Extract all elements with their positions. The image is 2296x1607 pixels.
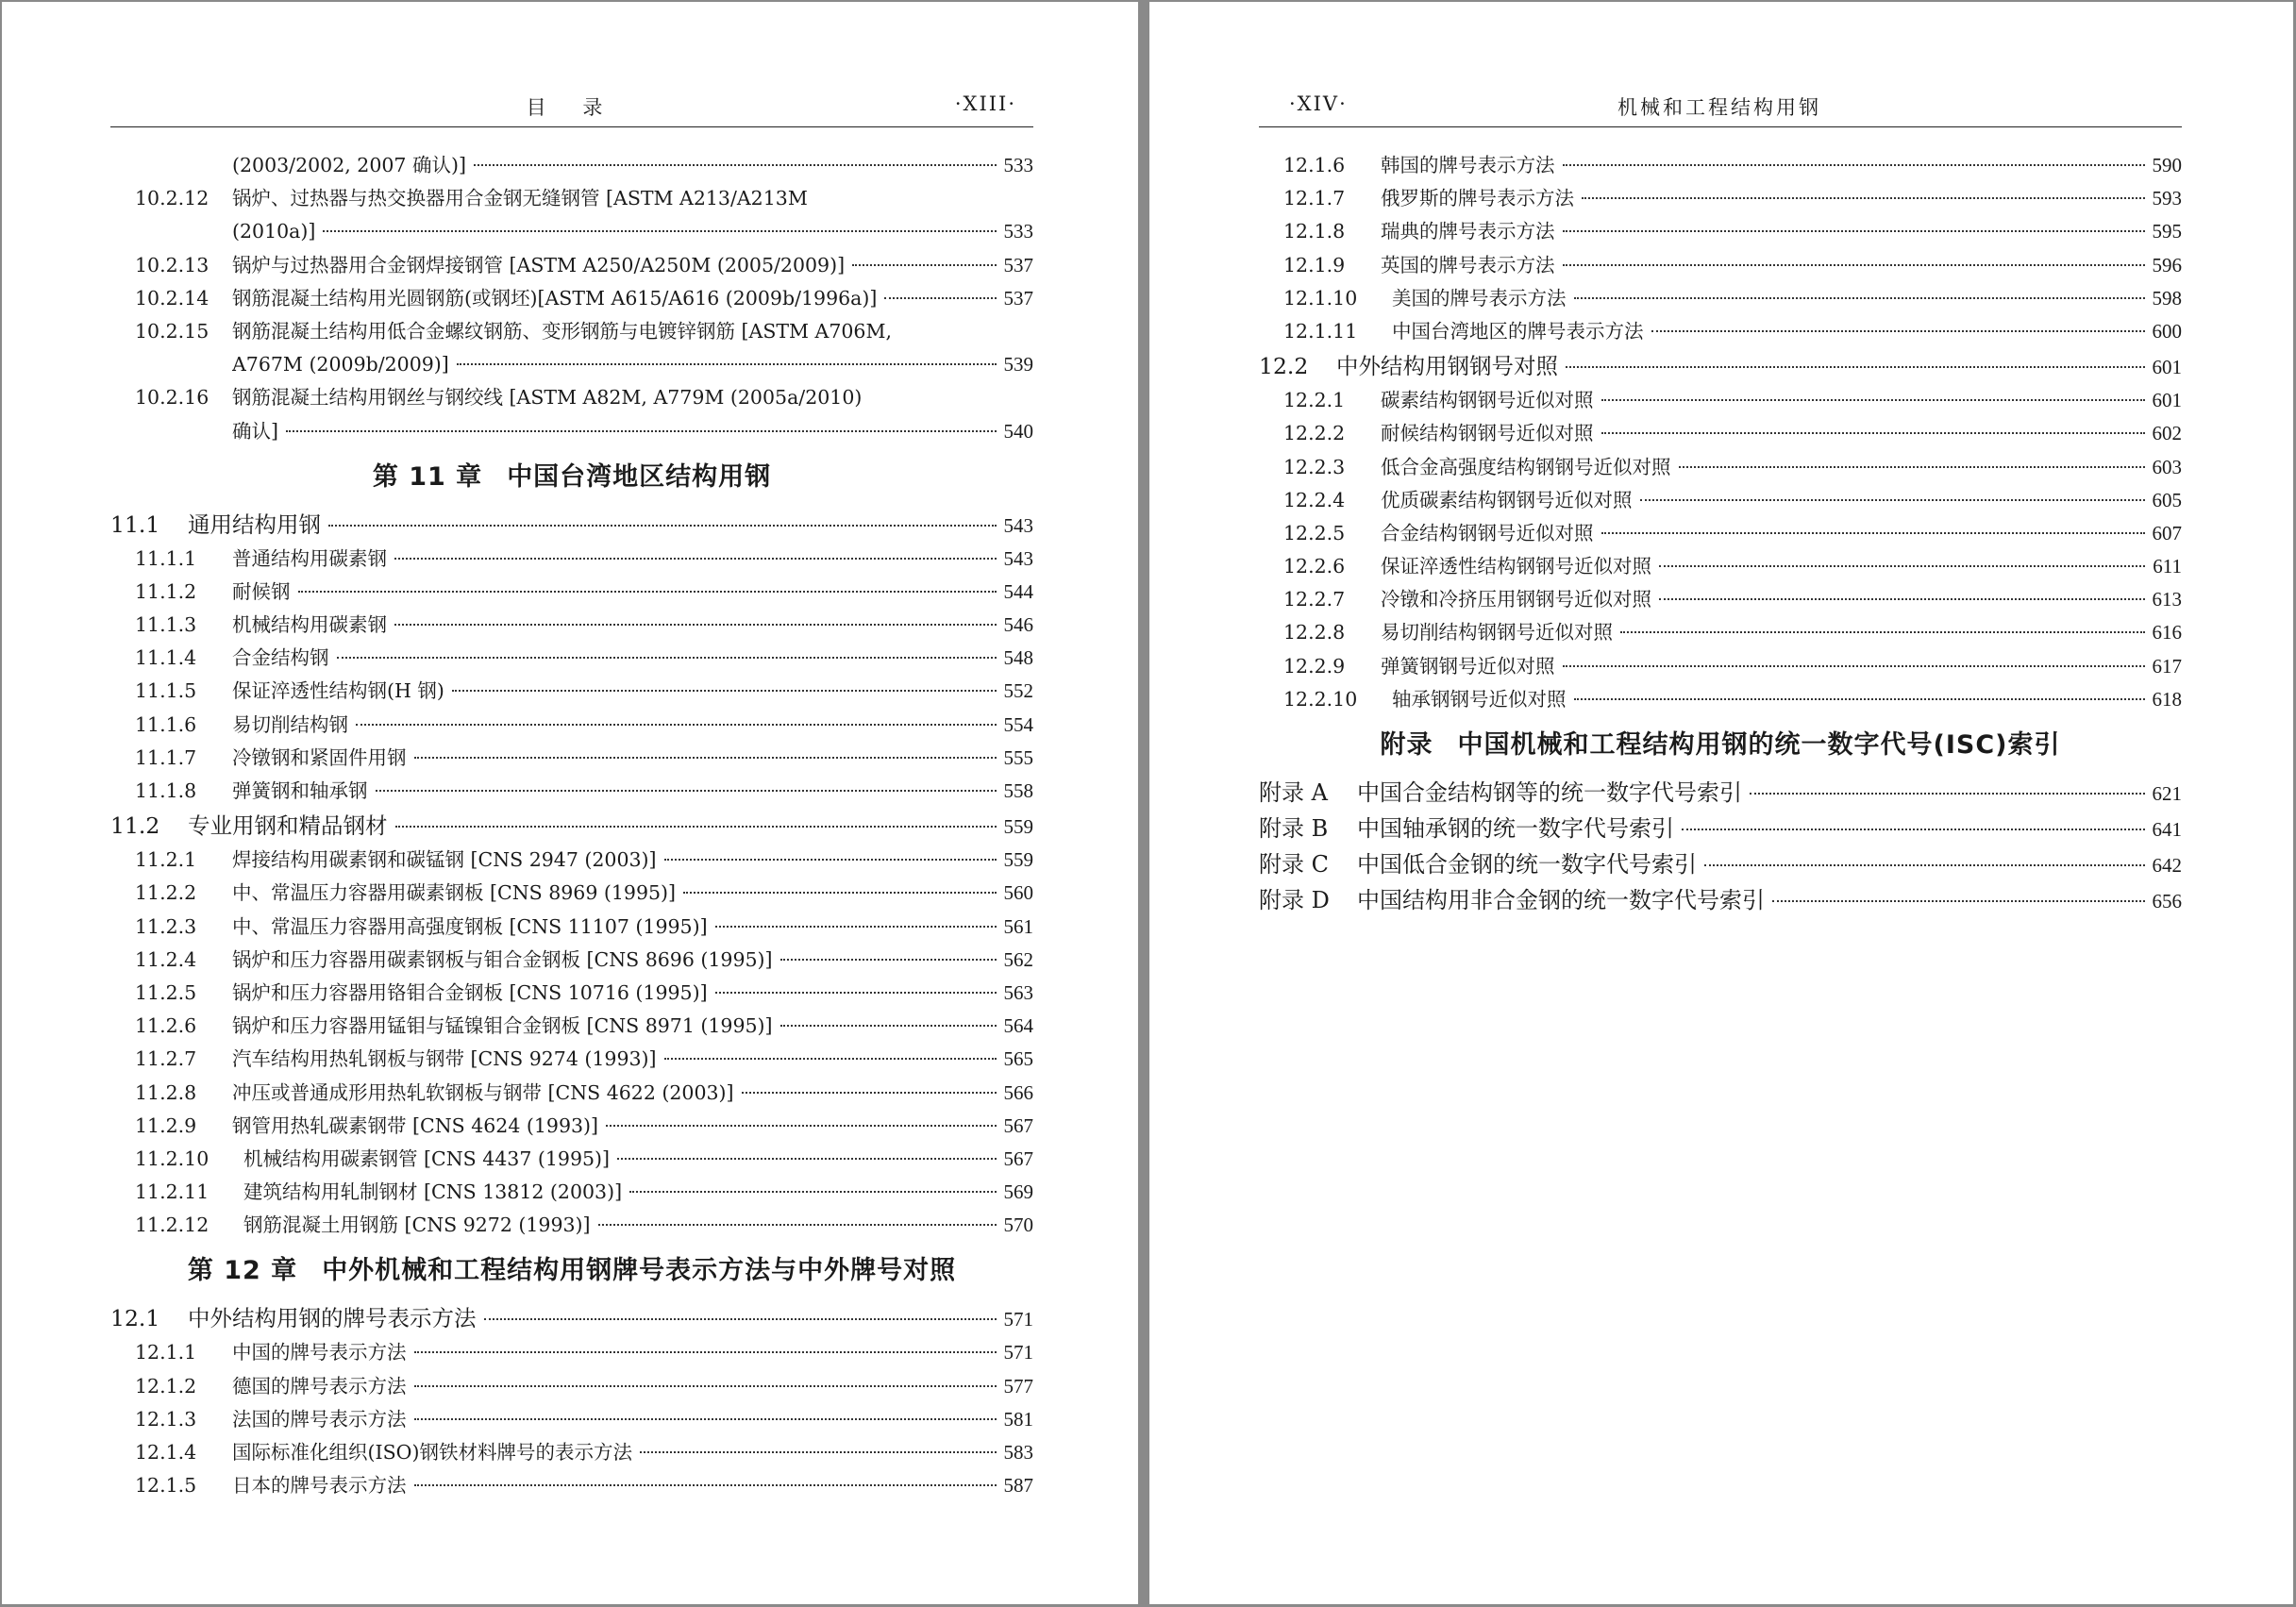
- toc-entry-title: 合金结构钢钢号近似对照: [1381, 521, 1594, 544]
- toc-entry-number: 12.2.1: [1283, 389, 1346, 412]
- toc-entry-title: 汽车结构用热轧钢板与钢带 [CNS 9274 (1993)]: [232, 1047, 657, 1071]
- toc-entry[interactable]: [1259, 315, 2182, 348]
- dot-leader: [414, 1418, 997, 1420]
- toc-entry-page: 533: [1003, 220, 1033, 243]
- toc-entry-number: 11.1.4: [135, 646, 197, 670]
- toc-entry-title: 冷镦和冷挤压用钢钢号近似对照: [1381, 588, 1651, 611]
- toc-entry[interactable]: [110, 348, 1033, 381]
- dot-leader: [286, 430, 997, 432]
- toc-entry-page: 607: [2152, 521, 2182, 544]
- toc-entry-title: 保证淬透性结构钢(H 钢): [232, 679, 444, 703]
- toc-entry-page: 601: [2152, 389, 2182, 412]
- toc-entry-title: 机械结构用碳素钢管 [CNS 4437 (1995)]: [243, 1147, 611, 1170]
- toc-entry-title: 焊接结构用碳素钢和碳锰钢 [CNS 2947 (2003)]: [232, 848, 657, 872]
- toc-entry-number: 附录 B: [1259, 815, 1329, 842]
- toc-entry-number: 12.2: [1259, 353, 1309, 380]
- toc-entry[interactable]: [110, 642, 1033, 675]
- toc-entry-number: 11.1: [110, 511, 160, 538]
- toc-entry-number: 11.2.4: [135, 947, 197, 971]
- toc-entry[interactable]: [110, 944, 1033, 977]
- toc-entry-title: 合金结构钢: [232, 646, 329, 670]
- toc-entry[interactable]: [110, 1110, 1033, 1143]
- toc-entry-title: 锅炉和压力容器用铬钼合金钢板 [CNS 10716 (1995)]: [232, 980, 708, 1004]
- dot-leader: [1682, 829, 2145, 830]
- chapter-title: 中国机械和工程结构用钢的统一数字代号(ISC)索引: [1457, 730, 2061, 760]
- dot-leader: [337, 657, 997, 659]
- toc-entry-number: 12.2.6: [1283, 555, 1346, 578]
- toc-entry-page: 642: [2152, 854, 2182, 877]
- toc-entry-number: 11.2.5: [135, 980, 197, 1004]
- toc-entry[interactable]: [110, 609, 1033, 642]
- toc-entry-title: 中国轴承钢的统一数字代号索引: [1357, 815, 1674, 842]
- toc-entry-page: 552: [1003, 679, 1033, 703]
- toc-entry-title: 耐候结构钢钢号近似对照: [1381, 422, 1594, 445]
- toc-entry-page: 548: [1003, 646, 1033, 670]
- dot-leader: [1679, 466, 2145, 468]
- toc-entry-number: 12.2.2: [1283, 422, 1346, 445]
- toc-entry[interactable]: [1259, 249, 2182, 282]
- dot-leader: [1620, 631, 2145, 633]
- toc-entry-page: 581: [1003, 1407, 1033, 1431]
- toc-entry-page: 570: [1003, 1214, 1033, 1237]
- toc-entry-page: 537: [1003, 286, 1033, 310]
- dot-leader: [356, 724, 997, 726]
- left-page-number: ·XIII·: [954, 92, 1016, 115]
- toc-entry-title: 冲压或普通成形用热轧软钢板与钢带 [CNS 4622 (2003)]: [232, 1080, 734, 1104]
- toc-entry-page: 539: [1003, 353, 1033, 377]
- toc-entry-title: 锅炉与过热器用合金钢焊接钢管 [ASTM A250/A250M (2005/2009)]: [232, 253, 846, 276]
- left-toc: [110, 149, 1033, 1502]
- toc-entry-number: 12.1.3: [135, 1407, 197, 1431]
- toc-entry-title: 钢筋混凝土结构用光圆钢筋(或钢坯)[ASTM A615/A616 (2009b/1996a)]: [232, 286, 878, 310]
- chapter-heading: [110, 448, 1033, 507]
- toc-entry-title: 普通结构用碳素钢: [232, 546, 387, 570]
- toc-entry[interactable]: [1259, 811, 2182, 846]
- left-header-title: 目 录: [526, 96, 618, 119]
- toc-entry-number: 12.1.8: [1283, 220, 1346, 243]
- toc-entry-title: 弹簧钢和轴承钢: [232, 779, 368, 802]
- toc-entry-title: A767M (2009b/2009)]: [232, 353, 449, 377]
- toc-entry[interactable]: [1259, 282, 2182, 315]
- toc-entry[interactable]: [110, 282, 1033, 315]
- toc-entry[interactable]: [1259, 451, 2182, 484]
- toc-entry-page: 616: [2152, 621, 2182, 644]
- toc-entry-title: 确认]: [232, 419, 278, 443]
- toc-entry-title: 中外结构用钢的牌号表示方法: [188, 1305, 477, 1332]
- toc-entry-page: 577: [1003, 1374, 1033, 1398]
- dot-leader: [715, 992, 997, 994]
- toc-entry-page: 621: [2152, 782, 2182, 805]
- toc-entry-page: 543: [1003, 546, 1033, 570]
- dot-leader: [683, 892, 996, 894]
- toc-entry[interactable]: [1259, 384, 2182, 417]
- dot-leader: [323, 230, 996, 232]
- dot-leader: [1601, 432, 2145, 434]
- toc-entry-number: 12.1.4: [135, 1441, 197, 1464]
- toc-entry-number: 12.2.8: [1283, 621, 1346, 644]
- dot-leader: [852, 264, 996, 266]
- toc-entry-number: 附录 A: [1259, 779, 1328, 806]
- toc-entry-number: 12.2.10: [1283, 687, 1358, 711]
- dot-leader: [414, 1351, 997, 1353]
- toc-entry[interactable]: [1259, 215, 2182, 248]
- toc-entry[interactable]: [110, 709, 1033, 742]
- dot-leader: [606, 1125, 996, 1127]
- toc-entry[interactable]: [110, 877, 1033, 910]
- dot-leader: [1659, 598, 2145, 600]
- toc-entry-page: 596: [2152, 253, 2182, 276]
- chapter-number: 附录: [1380, 730, 1433, 760]
- toc-entry-number: 12.1.7: [1283, 187, 1346, 210]
- toc-entry-page: 554: [1003, 712, 1033, 736]
- toc-entry-number: 12.1.11: [1283, 319, 1358, 343]
- dot-leader: [780, 1025, 997, 1027]
- toc-entry-page: 590: [2152, 154, 2182, 176]
- dot-leader: [1563, 665, 2145, 667]
- toc-entry[interactable]: [1259, 583, 2182, 616]
- toc-entry-title: 专业用钢和精品钢材: [188, 812, 388, 840]
- toc-entry[interactable]: [1259, 650, 2182, 683]
- right-page-number: ·XIV·: [1289, 92, 1348, 115]
- toc-entry-title: 锅炉和压力容器用锰钼与锰镍钼合金钢板 [CNS 8971 (1995)]: [232, 1014, 773, 1038]
- toc-entry-page: 617: [2152, 654, 2182, 678]
- toc-entry-number: 12.2.9: [1283, 654, 1346, 678]
- dot-leader: [394, 558, 997, 560]
- toc-entry-page: 561: [1003, 914, 1033, 938]
- toc-entry[interactable]: [1259, 149, 2182, 182]
- toc-entry[interactable]: [1259, 775, 2182, 811]
- toc-entry[interactable]: [110, 1077, 1033, 1110]
- toc-entry-number: 11.1.8: [135, 779, 197, 802]
- toc-entry-page: 559: [1003, 815, 1033, 839]
- toc-entry-number: 12.2.7: [1283, 588, 1346, 611]
- dot-leader: [1582, 197, 2145, 199]
- toc-entry[interactable]: [1259, 348, 2182, 384]
- toc-entry-page: 544: [1003, 579, 1033, 603]
- dot-leader: [1574, 297, 2145, 299]
- toc-entry-number: 12.1.2: [135, 1374, 197, 1398]
- toc-entry[interactable]: [110, 1209, 1033, 1242]
- dot-leader: [414, 1385, 997, 1387]
- toc-entry[interactable]: [110, 543, 1033, 576]
- toc-entry-page: 613: [2152, 588, 2182, 611]
- toc-entry-number: 11.2.9: [135, 1113, 197, 1137]
- toc-entry[interactable]: [110, 1300, 1033, 1336]
- toc-entry[interactable]: [110, 911, 1033, 944]
- dot-leader: [1772, 900, 2145, 902]
- toc-entry-page: 543: [1003, 513, 1033, 537]
- toc-entry[interactable]: [1259, 182, 2182, 215]
- toc-entry[interactable]: [110, 1403, 1033, 1436]
- toc-entry[interactable]: [110, 1010, 1033, 1043]
- toc-entry-title: 碳素结构钢钢号近似对照: [1381, 389, 1594, 412]
- toc-entry-title: 中国结构用非合金钢的统一数字代号索引: [1357, 887, 1765, 913]
- toc-entry-title: 钢筋混凝土结构用低合金螺纹钢筋、变形钢筋与电镀锌钢筋 [ASTM A706M,: [232, 319, 892, 343]
- toc-entry-title: 锅炉和压力容器用碳素钢板与钼合金钢板 [CNS 8696 (1995)]: [232, 947, 773, 971]
- toc-entry-number: 11.2.1: [135, 848, 197, 872]
- toc-entry[interactable]: [110, 215, 1033, 248]
- toc-entry[interactable]: [110, 415, 1033, 448]
- dot-leader: [664, 1058, 997, 1060]
- toc-entry[interactable]: [110, 775, 1033, 808]
- right-toc: [1259, 149, 2182, 918]
- toc-entry-page: 601: [2152, 356, 2182, 379]
- toc-entry-title: 德国的牌号表示方法: [232, 1374, 407, 1398]
- toc-entry-number: 12.1.10: [1283, 286, 1358, 310]
- toc-entry[interactable]: [110, 1143, 1033, 1176]
- toc-entry-title: 韩国的牌号表示方法: [1381, 154, 1555, 176]
- left-page: [2, 2, 1138, 1604]
- toc-entry-title: 冷镦钢和紧固件用钢: [232, 745, 407, 769]
- toc-entry[interactable]: [110, 1370, 1033, 1403]
- toc-entry-page: 595: [2152, 220, 2182, 243]
- toc-entry[interactable]: [110, 1176, 1033, 1209]
- dot-leader: [598, 1224, 997, 1226]
- dot-leader: [664, 859, 997, 861]
- toc-entry-title: 美国的牌号表示方法: [1392, 286, 1567, 310]
- dot-leader: [1640, 499, 2145, 501]
- toc-entry-number: 11.2.12: [135, 1214, 209, 1237]
- toc-entry[interactable]: [110, 249, 1033, 282]
- toc-entry[interactable]: [110, 977, 1033, 1010]
- toc-entry[interactable]: [110, 315, 1033, 348]
- dot-leader: [394, 624, 997, 626]
- toc-entry[interactable]: [1259, 517, 2182, 550]
- toc-entry-number: 附录 D: [1259, 887, 1330, 913]
- toc-entry-page: 562: [1003, 947, 1033, 971]
- toc-entry-title: 英国的牌号表示方法: [1381, 253, 1555, 276]
- dot-leader: [884, 297, 996, 299]
- right-page-header: [1259, 89, 2182, 127]
- right-header-title: 机械和工程结构用钢: [1617, 96, 1821, 119]
- toc-entry-number: 10.2.12: [135, 187, 209, 210]
- toc-entry[interactable]: [1259, 417, 2182, 450]
- chapter-number: 第 12 章: [187, 1256, 298, 1286]
- toc-entry-page: 566: [1003, 1080, 1033, 1104]
- toc-entry-number: 11.2.8: [135, 1080, 197, 1104]
- toc-entry[interactable]: [110, 182, 1033, 215]
- toc-entry-title: 易切削结构钢: [232, 712, 348, 736]
- dot-leader: [414, 757, 997, 759]
- chapter-number: 第 11 章: [372, 461, 483, 492]
- toc-entry-title: 易切削结构钢钢号近似对照: [1381, 621, 1613, 644]
- toc-entry-number: 12.1.5: [135, 1474, 197, 1498]
- toc-entry-title: 建筑结构用轧制钢材 [CNS 13812 (2003)]: [243, 1180, 623, 1204]
- toc-entry-title: (2010a)]: [232, 220, 316, 243]
- left-page-header: [110, 89, 1033, 127]
- toc-entry-title: 中、常温压力容器用高强度钢板 [CNS 11107 (1995)]: [232, 914, 708, 938]
- dot-leader: [328, 525, 997, 527]
- toc-entry-page: 587: [1003, 1474, 1033, 1498]
- toc-entry[interactable]: [1259, 616, 2182, 649]
- toc-entry-number: 11.2.11: [135, 1180, 209, 1204]
- toc-entry-title: 耐候钢: [232, 579, 291, 603]
- dot-leader: [298, 591, 997, 593]
- toc-entry-title: 日本的牌号表示方法: [232, 1474, 407, 1498]
- toc-entry[interactable]: [1259, 683, 2182, 716]
- chapter-heading: [1259, 716, 2182, 775]
- toc-entry-page: 533: [1003, 154, 1033, 176]
- toc-entry-number: 11.2.10: [135, 1147, 209, 1170]
- dot-leader: [1659, 565, 2145, 567]
- dot-leader: [1574, 698, 2145, 700]
- toc-entry-page: 564: [1003, 1014, 1033, 1038]
- toc-entry-title: 中外结构用钢钢号对照: [1336, 353, 1558, 380]
- toc-entry-title: 钢筋混凝土结构用钢丝与钢绞线 [ASTM A82M, A779M (2005a/2010): [232, 386, 863, 410]
- toc-entry-number: 11.2.7: [135, 1047, 197, 1071]
- toc-entry-page: 555: [1003, 745, 1033, 769]
- toc-entry-number: 10.2.14: [135, 286, 209, 310]
- dot-leader: [780, 959, 997, 961]
- toc-entry-title: 机械结构用碳素钢: [232, 613, 387, 637]
- toc-entry-title: 保证淬透性结构钢钢号近似对照: [1381, 555, 1651, 578]
- toc-entry-page: 618: [2152, 687, 2182, 711]
- dot-leader: [617, 1158, 996, 1160]
- dot-leader: [1601, 532, 2145, 534]
- dot-leader: [474, 164, 997, 166]
- toc-entry[interactable]: [110, 675, 1033, 708]
- toc-entry-page: 546: [1003, 613, 1033, 637]
- toc-entry-number: 10.2.15: [135, 319, 209, 343]
- toc-entry-title: 中国低合金钢的统一数字代号索引: [1357, 851, 1697, 878]
- toc-entry[interactable]: [110, 808, 1033, 844]
- toc-entry-title: 弹簧钢钢号近似对照: [1381, 654, 1555, 678]
- toc-entry-page: 563: [1003, 980, 1033, 1004]
- toc-entry-title: 瑞典的牌号表示方法: [1381, 220, 1555, 243]
- toc-entry[interactable]: [110, 742, 1033, 775]
- toc-entry-page: 567: [1003, 1147, 1033, 1170]
- toc-entry-number: 12.2.5: [1283, 521, 1346, 544]
- toc-entry[interactable]: [110, 1469, 1033, 1502]
- dot-leader: [742, 1092, 997, 1094]
- toc-entry-page: 611: [2153, 555, 2182, 578]
- dot-leader: [1750, 793, 2145, 795]
- toc-entry-title: 低合金高强度结构钢钢号近似对照: [1381, 455, 1671, 478]
- toc-entry-page: 600: [2152, 319, 2182, 343]
- toc-entry-title: 中国台湾地区的牌号表示方法: [1392, 319, 1644, 343]
- toc-entry-number: 12.1: [110, 1305, 160, 1332]
- toc-entry-number: 11.1.2: [135, 579, 197, 603]
- toc-entry[interactable]: [110, 576, 1033, 609]
- toc-entry[interactable]: [110, 381, 1033, 414]
- toc-entry-title: 锅炉、过热器与热交换器用合金钢无缝钢管 [ASTM A213/A213M: [232, 187, 808, 210]
- toc-entry-number: 11.1.5: [135, 679, 197, 703]
- toc-entry-number: 11.2.2: [135, 881, 197, 905]
- chapter-title: 中国台湾地区结构用钢: [507, 461, 772, 492]
- toc-entry-page: 602: [2152, 422, 2182, 445]
- dot-leader: [1601, 399, 2145, 401]
- toc-entry-page: 583: [1003, 1441, 1033, 1464]
- toc-entry-page: 571: [1003, 1308, 1033, 1331]
- dot-leader: [640, 1451, 997, 1453]
- toc-entry-title: 国际标准化组织(ISO)钢铁材料牌号的表示方法: [232, 1441, 632, 1464]
- dot-leader: [1704, 864, 2145, 866]
- toc-entry-title: 中国合金结构钢等的统一数字代号索引: [1357, 779, 1742, 806]
- toc-entry-title: 俄罗斯的牌号表示方法: [1381, 187, 1574, 210]
- toc-entry-page: 605: [2152, 488, 2182, 511]
- toc-entry-number: 11.2.3: [135, 914, 197, 938]
- dot-leader: [1563, 230, 2145, 232]
- dot-leader: [1651, 330, 2145, 332]
- toc-entry-page: 559: [1003, 848, 1033, 872]
- dot-leader: [452, 690, 997, 692]
- toc-entry-number: 12.1.9: [1283, 253, 1346, 276]
- dot-leader: [414, 1484, 997, 1486]
- toc-entry-page: 656: [2152, 890, 2182, 912]
- toc-entry-number: 11.1.7: [135, 745, 197, 769]
- dot-leader: [1563, 164, 2145, 166]
- toc-entry-title: 中国的牌号表示方法: [232, 1341, 407, 1364]
- toc-entry-number: 11.1.6: [135, 712, 197, 736]
- toc-entry-title: 优质碳素结构钢钢号近似对照: [1381, 488, 1633, 511]
- toc-entry[interactable]: [110, 844, 1033, 877]
- toc-entry[interactable]: [110, 1436, 1033, 1469]
- toc-entry-title: 法国的牌号表示方法: [232, 1407, 407, 1431]
- toc-entry-number: 11.1.3: [135, 613, 197, 637]
- dot-leader: [629, 1191, 996, 1193]
- toc-entry-page: 603: [2152, 455, 2182, 478]
- toc-entry-number: 11.2: [110, 812, 160, 840]
- dot-leader: [715, 926, 997, 928]
- toc-entry-number: 10.2.13: [135, 253, 209, 276]
- toc-entry[interactable]: [1259, 882, 2182, 918]
- toc-entry-title: 钢筋混凝土用钢筋 [CNS 9272 (1993)]: [243, 1214, 591, 1237]
- toc-entry-number: 12.1.1: [135, 1341, 197, 1364]
- dot-leader: [376, 790, 997, 792]
- right-page: [1149, 2, 2293, 1604]
- toc-entry[interactable]: [110, 149, 1033, 182]
- toc-entry-page: 540: [1003, 419, 1033, 443]
- toc-entry-title: 轴承钢钢号近似对照: [1392, 687, 1567, 711]
- toc-entry-number: 10.2.16: [135, 386, 209, 410]
- toc-entry-page: 571: [1003, 1341, 1033, 1364]
- toc-entry-number: 11.2.6: [135, 1014, 197, 1038]
- toc-entry[interactable]: [1259, 846, 2182, 882]
- toc-entry-title: (2003/2002, 2007 确认)]: [232, 154, 466, 176]
- dot-leader: [1563, 264, 2145, 266]
- toc-entry-page: 537: [1003, 253, 1033, 276]
- toc-entry[interactable]: [110, 507, 1033, 543]
- toc-entry-page: 565: [1003, 1047, 1033, 1071]
- dot-leader: [457, 363, 997, 365]
- toc-entry-number: 12.2.3: [1283, 455, 1346, 478]
- toc-entry-page: 569: [1003, 1180, 1033, 1204]
- chapter-heading: [110, 1242, 1033, 1300]
- toc-entry-page: 560: [1003, 881, 1033, 905]
- toc-entry-page: 641: [2152, 818, 2182, 841]
- toc-entry-number: 12.1.6: [1283, 154, 1346, 176]
- toc-entry-page: 593: [2152, 187, 2182, 210]
- dot-leader: [395, 826, 997, 828]
- toc-entry-title: 钢管用热轧碳素钢带 [CNS 4624 (1993)]: [232, 1113, 599, 1137]
- toc-entry-page: 598: [2152, 286, 2182, 310]
- toc-entry[interactable]: [110, 1043, 1033, 1076]
- dot-leader: [1566, 366, 2145, 368]
- toc-entry[interactable]: [110, 1336, 1033, 1369]
- toc-entry-title: 中、常温压力容器用碳素钢板 [CNS 8969 (1995)]: [232, 881, 677, 905]
- toc-entry-number: 附录 C: [1259, 851, 1329, 878]
- toc-entry-number: 12.2.4: [1283, 488, 1346, 511]
- chapter-title: 中外机械和工程结构用钢牌号表示方法与中外牌号对照: [322, 1256, 957, 1286]
- toc-entry-page: 567: [1003, 1113, 1033, 1137]
- toc-entry-page: 558: [1003, 779, 1033, 802]
- toc-entry-title: 通用结构用钢: [188, 511, 321, 538]
- dot-leader: [484, 1318, 997, 1320]
- toc-entry[interactable]: [1259, 484, 2182, 517]
- toc-entry[interactable]: [1259, 550, 2182, 583]
- toc-entry-number: 11.1.1: [135, 546, 197, 570]
